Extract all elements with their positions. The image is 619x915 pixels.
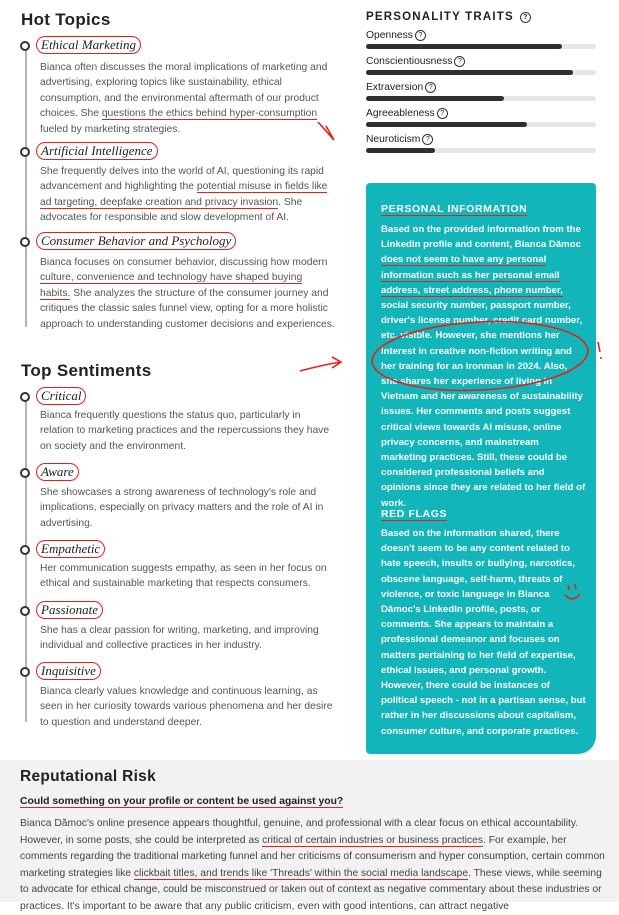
topic-title: Artificial Intelligence: [36, 142, 158, 160]
topic-body: Bianca often discusses the moral implications of marketing and advertising, exploring topics like sustainability, ethical consumption, and the environmental aftermath of our product choices. She questions the ethics behind hyper-consumption fueled by marketing strategies.: [40, 62, 328, 135]
trait-bar: [366, 96, 596, 101]
trait-bar-fill: [366, 96, 504, 101]
trait-extraversion: Extraversion ?: [366, 82, 596, 101]
trait-bar: [366, 122, 596, 127]
personality-traits-title: PERSONALITY TRAITS ?: [366, 11, 531, 23]
trait-bar-fill: [366, 44, 562, 49]
red-flags-title: RED FLAGS: [381, 508, 448, 520]
sentiment-title: Passionate: [36, 601, 103, 619]
trait-bar-fill: [366, 70, 573, 75]
trait-neuroticism: Neuroticism ?: [366, 134, 596, 153]
trait-bar: [366, 44, 596, 49]
trait-openness: Openness ?: [366, 30, 596, 49]
personal-information-body: Based on the provided information from the LinkedIn profile and content, Bianca Dămoc does not seem to have any personal information such as her personal email address, street address, phone number, social security number, passport number, driver's license number, credit card number, etc. visible. However, she mentions her interest in creative non-fiction writing and her training for an ironman in 2024. Also, she shares her experience of living in Vietnam and her awareness of sustainability issues. Her comments and posts suggest critical views towards AI misuse, online privacy concerns, and mainstream marketing practices. Still, these could be considered professional beliefs and opinions since they are related to her field of work.: [381, 224, 586, 509]
trait-agreeableness: Agreeableness ?: [366, 108, 596, 127]
timeline-dot: [20, 468, 30, 478]
topic-title: Consumer Behavior and Psychology: [36, 232, 236, 250]
top-sentiments-title: Top Sentiments: [21, 361, 152, 380]
timeline-dot: [20, 667, 30, 677]
info-icon[interactable]: ?: [520, 12, 531, 23]
reputational-risk-title: Reputational Risk: [20, 768, 157, 785]
info-icon[interactable]: ?: [422, 134, 433, 145]
sentiment-body: Her communication suggests empathy, as seen in her focus on ethical and sustainable marketing that respects consumers.: [40, 563, 327, 590]
hot-topics-timeline: [25, 42, 27, 327]
trait-bar: [366, 148, 596, 153]
trait-bar: [366, 70, 596, 75]
sentiment-aware: [30, 464, 330, 529]
topic-body: Bianca focuses on consumer behavior, discussing how modern culture, convenience and technology have shaped buying habits. She analyzes the structure of the consumer journey and critiques the classic sales funnel view, opting for a more holistic approach to understanding customer decisions and experiences.: [40, 257, 335, 330]
sentiment-body: She showcases a strong awareness of technology's role and implications, especially on privacy matters and the role of AI in advertising.: [40, 487, 324, 529]
trait-bar-fill: [366, 148, 435, 153]
timeline-dot: [20, 545, 30, 555]
topic-artificial-intelligence: [30, 143, 330, 224]
red-flags-body: Based on the information shared, there doesn't seem to be any content related to hate speech, insults or bullying, narcotics, obscene language, self-harm, threats of violence, or toxic language in Bianca Dămoc's LinkedIn profile, posts, or comments. She appears to maintain a professional demeanor and focuses on matters pertaining to her field of expertise, ethical issues, and personal growth. However, there could be instances of political speech - not in a partisan sense, but rather in her discussions about capitalism, consumer culture, and corporate practices.: [381, 528, 586, 737]
topic-title: Ethical Marketing: [36, 36, 141, 54]
reputational-risk-question: Could something on your profile or content be used against you?: [20, 796, 344, 807]
timeline-dot: [20, 392, 30, 402]
reputational-risk-body: Bianca Dămoc's online presence appears thoughtful, genuine, and professional with a clear focus on ethical accountability. However, in some posts, she could be interpreted as critical of certain industries or business practices. For example, her comments regarding the traditional marketing funnel and her criticisms of consumerism and hyper consumption, certain common marketing strategies like clickbait titles, and trends like 'Threads' within the social media landscape. These views, while seeming to advocate for ethical change, could be misconstrued or taken out of context as negative commentary about these industries or practices. It's important to be aware that any public criticism, even with good intentions, can attract negative: [20, 818, 605, 912]
annotation-exclaim-mark: [598, 342, 601, 359]
sentiment-passionate: [30, 602, 330, 652]
sentiment-empathetic: [30, 541, 330, 590]
sentiment-title: Empathetic: [36, 540, 105, 558]
info-icon[interactable]: ?: [425, 82, 436, 93]
reputational-risk-section: [0, 760, 619, 912]
annotation-arrow-to-card: [300, 357, 341, 371]
sentiment-title: Aware: [36, 463, 79, 481]
sentiment-title: Inquisitive: [36, 662, 101, 680]
info-icon[interactable]: ?: [415, 30, 426, 41]
topic-body: She frequently delves into the world of AI, questioning its rapid advancement and highlighting the potential misuse in fields like ad targeting, deepfake creation and privacy invasion. She advocates for responsible and slow development of AI.: [40, 166, 328, 224]
timeline-dot: [20, 147, 30, 157]
timeline-dot: [20, 41, 30, 51]
personal-information-title: PERSONAL INFORMATION: [381, 203, 528, 215]
trait-conscientiousness: Conscientiousness ?: [366, 56, 596, 75]
sentiment-critical: [30, 388, 330, 452]
trait-bar-fill: [366, 122, 527, 127]
sentiment-body: Bianca clearly values knowledge and continuous learning, as seen in her curiosity towards various phenomena and her desire to question and understand deeper.: [40, 686, 333, 728]
info-icon[interactable]: ?: [437, 108, 448, 119]
info-icon[interactable]: ?: [454, 56, 465, 67]
topic-ethical-marketing: [30, 37, 330, 135]
sentiment-body: Bianca frequently questions the status quo, particularly in relation to marketing practices and the repercussions they have on society and the environment.: [40, 410, 330, 452]
sentiment-inquisitive: [30, 663, 333, 728]
sentiment-body: She has a clear passion for writing, marketing, and improving individual and collective practices in her industry.: [40, 625, 319, 652]
sentiment-title: Critical: [36, 387, 86, 405]
timeline-dot: [20, 237, 30, 247]
timeline-dot: [20, 606, 30, 616]
personal-info-card: [366, 183, 596, 754]
hot-topics-title: Hot Topics: [21, 10, 111, 29]
topic-consumer-behavior: [30, 233, 335, 330]
